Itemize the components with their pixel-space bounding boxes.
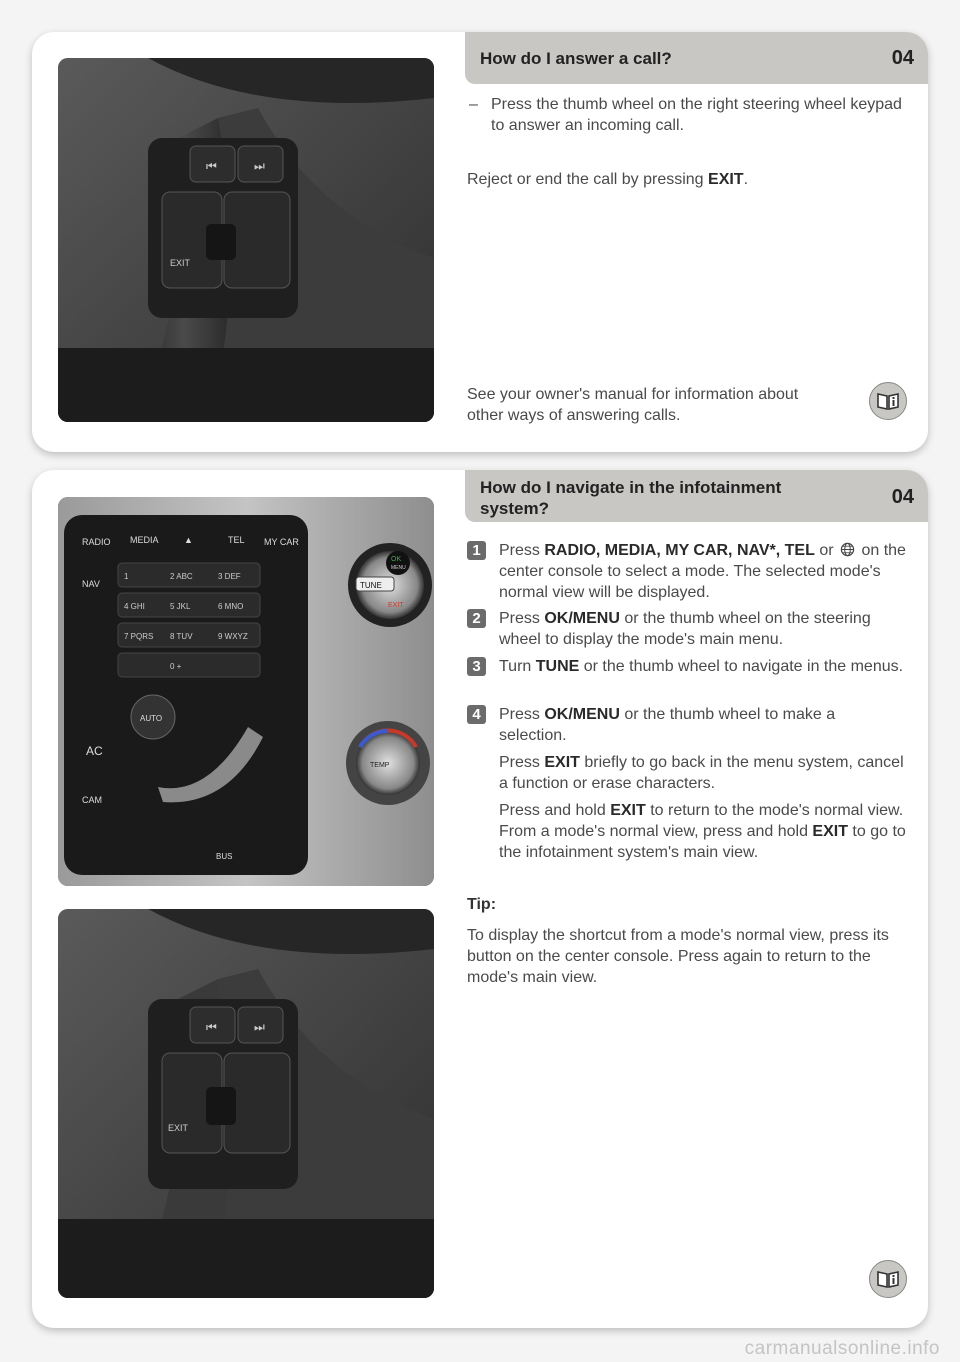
key-8: 8 TUV <box>170 632 193 641</box>
step-2-post: or the thumb wheel on the steering wheel to display the mode's main menu. <box>499 610 871 648</box>
exit-brief-post: briefly to go back in the menu system, cancel a function or erase characters. <box>499 754 904 792</box>
exit-hold-keyword: EXIT <box>610 802 646 819</box>
exit-brief-keyword: EXIT <box>544 754 580 771</box>
watermark: carmanualsonline.info <box>744 1338 940 1359</box>
center-console-illustration <box>58 497 434 886</box>
answer-instruction-text: Press the thumb wheel on the right steering wheel keypad to answer an incoming call. <box>491 96 902 134</box>
reject-instruction <box>467 169 907 190</box>
step-badge-2: 2 <box>467 609 486 628</box>
exit-key-label-2: EXIT <box>168 1123 189 1133</box>
section-title-2: How do I navigate in the infotainment system? <box>480 478 782 518</box>
svg-text:⏮: ⏮ <box>206 159 217 173</box>
tip-text: To display the shortcut from a mode's normal view, press its button on the center console. Press again to return to the mode's main view. <box>467 927 889 986</box>
temp-label: TEMP <box>370 762 390 769</box>
exit-brief-pre: Press <box>499 754 545 771</box>
svg-text:▲: ▲ <box>184 535 193 545</box>
answer-call-card <box>32 32 928 452</box>
step-1-pre: Press <box>499 542 545 559</box>
svg-text:⏭: ⏭ <box>254 1020 265 1034</box>
step-1-keywords: RADIO, MEDIA, MY CAR, NAV*, TEL <box>544 542 815 559</box>
answer-instruction <box>467 94 907 136</box>
tune-label: TUNE <box>360 581 382 590</box>
section-title: How do I answer a call? <box>480 49 672 68</box>
nav-key-label: NAV <box>82 579 100 589</box>
step-badge-4: 4 <box>467 705 486 724</box>
list-dash: – <box>469 96 478 113</box>
mycar-key-label: MY CAR <box>264 537 299 547</box>
owners-manual-note: See your owner's manual for information about other ways of answering calls. <box>467 386 799 424</box>
step-2 <box>467 608 907 650</box>
step-4-post: or the thumb wheel to make a selection. <box>499 706 836 744</box>
center-console-photo <box>58 497 434 886</box>
owners-manual-icon <box>869 382 907 420</box>
radio-key-label: RADIO <box>82 537 111 547</box>
globe-icon <box>840 542 855 557</box>
step-1-post: on the center console to select a mode. The selected mode's normal view will be displayed. <box>499 542 906 601</box>
svg-text:⏮: ⏮ <box>206 1020 217 1034</box>
key-7: 7 PQRS <box>124 632 154 641</box>
step-1-mid: or <box>814 542 838 559</box>
bus-key-label: BUS <box>216 852 233 861</box>
reject-keyword: EXIT <box>708 171 744 188</box>
menu-label: MENU <box>391 565 406 571</box>
step-3-keyword: TUNE <box>535 658 580 675</box>
steering-wheel-photo <box>58 58 434 422</box>
tel-key-label: TEL <box>228 535 245 545</box>
step-3-pre: Turn <box>499 658 536 675</box>
step-1 <box>467 540 907 603</box>
key-3: 3 DEF <box>218 572 241 581</box>
exit-hold-pre: Press and hold <box>499 802 611 819</box>
step-2-pre: Press <box>499 610 545 627</box>
navigate-infotainment-card <box>32 470 928 1328</box>
section-number: 04 <box>891 47 914 69</box>
ac-key-label: AC <box>86 744 103 758</box>
svg-text:⏭: ⏭ <box>254 159 265 173</box>
key-1: 1 <box>124 572 129 581</box>
reject-text: Reject or end the call by pressing <box>467 171 709 188</box>
key-4: 4 GHI <box>124 602 145 611</box>
ok-label: OK <box>391 556 402 563</box>
auto-key-label: AUTO <box>140 714 163 723</box>
exit-hold-mid: to return to the mode's normal view. From a mode's normal view, press and hold <box>499 802 904 840</box>
exit-key-label: EXIT <box>170 258 191 268</box>
step-badge-1: 1 <box>467 541 486 560</box>
steering-wheel-illustration-2 <box>58 909 434 1298</box>
step-4-pre: Press <box>499 706 545 723</box>
exit-hold-post: to go to the infotainment system's main view. <box>499 823 906 861</box>
key-2: 2 ABC <box>170 572 193 581</box>
tip-title: Tip: <box>467 896 497 913</box>
cam-key-label: CAM <box>82 795 102 805</box>
step-4 <box>467 704 907 869</box>
step-3-post: or the thumb wheel to navigate in the menus. <box>579 658 904 675</box>
owners-manual-icon-2 <box>869 1260 907 1298</box>
section-header-2 <box>465 470 928 522</box>
step-2-keyword: OK/MENU <box>544 610 620 627</box>
exit-hold-note <box>499 800 907 863</box>
reject-end: . <box>743 171 749 188</box>
step-4-keyword: OK/MENU <box>544 706 620 723</box>
steering-wheel-photo-2 <box>58 909 434 1298</box>
section-header <box>465 32 928 84</box>
media-key-label: MEDIA <box>130 535 159 545</box>
section-number-2: 04 <box>891 486 914 508</box>
steering-wheel-illustration <box>58 58 434 422</box>
key-6: 6 MNO <box>218 602 244 611</box>
exit-brief-note <box>499 752 907 794</box>
step-badge-3: 3 <box>467 657 486 676</box>
exit-hold-keyword-2: EXIT <box>812 823 848 840</box>
key-0: 0 + <box>170 662 182 671</box>
key-9: 9 WXYZ <box>218 632 248 641</box>
exit-label: EXIT <box>388 602 404 609</box>
key-5: 5 JKL <box>170 602 191 611</box>
step-3 <box>467 656 907 677</box>
